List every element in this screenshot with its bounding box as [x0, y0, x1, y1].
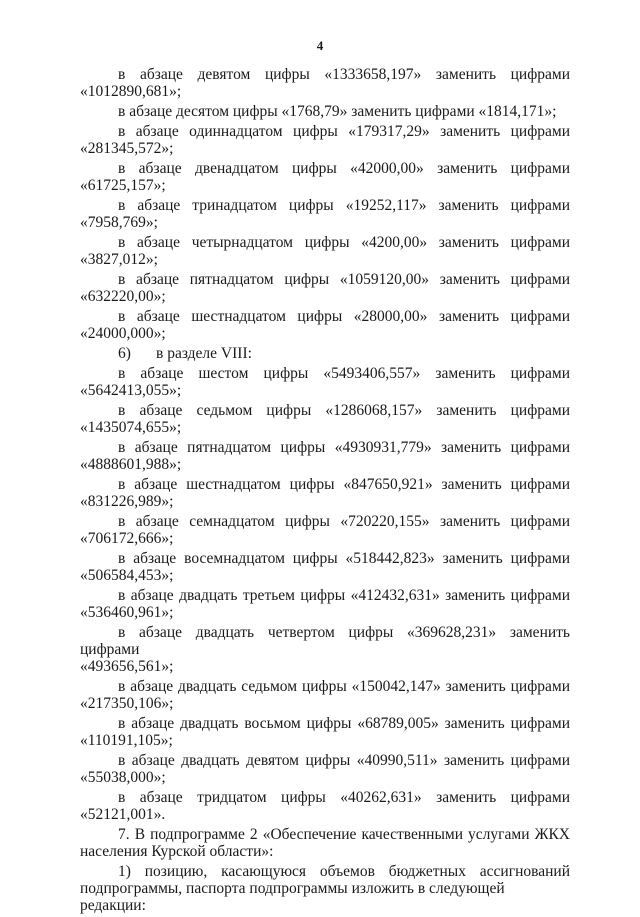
paragraph [80, 513, 570, 547]
paragraph-line: «5642413,055»; [80, 382, 182, 399]
paragraph [80, 826, 570, 860]
paragraph [80, 402, 570, 436]
paragraph [80, 234, 570, 268]
paragraph-line: в абзаце четырнадцатом цифры «4200,00» заменить цифрами [118, 234, 570, 251]
paragraph-line: в абзаце двадцать девятом цифры «40990,511» заменить цифрами [118, 752, 570, 769]
paragraph [80, 66, 570, 100]
paragraph-line: «632220,00»; [80, 288, 166, 305]
paragraph [80, 752, 570, 786]
paragraph-line: в абзаце шестнадцатом цифры «28000,00» заменить цифрами [118, 308, 570, 325]
paragraph-line: «493656,561»; [80, 658, 174, 675]
paragraph-line: «3827,012»; [80, 251, 158, 268]
paragraph-line: в абзаце тридцатом цифры «40262,631» заменить цифрами [118, 789, 570, 806]
paragraph [80, 365, 570, 399]
paragraph [80, 103, 570, 120]
paragraph-line: «1012890,681»; [80, 83, 182, 100]
paragraph-line: подпрограммы, паспорта подпрограммы изложить в следующей редакции: [80, 880, 505, 914]
paragraph-line: «110191,105»; [80, 732, 173, 749]
paragraph-line: «1435074,655»; [80, 419, 182, 436]
document-body [80, 66, 570, 917]
paragraph-line: в абзаце одиннадцатом цифры «179317,29» заменить цифрами [118, 123, 570, 140]
paragraph-line: в абзаце шестом цифры «5493406,557» заменить цифрами [118, 365, 570, 382]
paragraph-line: в абзаце семнадцатом цифры «720220,155» заменить цифрами [118, 513, 570, 530]
paragraph [80, 160, 570, 194]
paragraph-line: в абзаце двадцать третьем цифры «412432,631» заменить цифрами [118, 587, 570, 604]
paragraph-line: в абзаце двадцать четвертом цифры «369628,231» заменить цифрами [80, 624, 570, 658]
paragraph [80, 678, 570, 712]
paragraph-line: «281345,572»; [80, 140, 174, 157]
paragraph [80, 123, 570, 157]
paragraph-line: «52121,001». [80, 806, 166, 823]
paragraph-line: «831226,989»; [80, 493, 174, 510]
paragraph [80, 439, 570, 473]
paragraph [80, 550, 570, 584]
paragraph-line: 1) позицию, касающуюся объемов бюджетных ассигнований [118, 863, 570, 880]
paragraph-line: в абзаце двенадцатом цифры «42000,00» заменить цифрами [118, 160, 570, 177]
paragraph-line: в абзаце двадцать седьмом цифры «150042,147» заменить цифрами [118, 678, 570, 695]
paragraph-line: «24000,000»; [80, 325, 166, 342]
section-number: 6) [118, 345, 131, 362]
paragraph [80, 197, 570, 231]
paragraph [80, 476, 570, 510]
page-number: 4 [316, 38, 324, 53]
paragraph-line: в абзаце шестнадцатом цифры «847650,921» заменить цифрами [118, 476, 570, 493]
paragraph-line: населения Курской области»: [80, 843, 274, 860]
paragraph-line: «7958,769»; [80, 214, 158, 231]
paragraph-line: «61725,157»; [80, 177, 166, 194]
paragraph-line: «506584,453»; [80, 567, 174, 584]
paragraph-line: в абзаце пятнадцатом цифры «1059120,00» заменить цифрами [118, 271, 570, 288]
paragraph-line: «217350,106»; [80, 695, 174, 712]
paragraph [80, 308, 570, 342]
paragraph-line: в абзаце седьмом цифры «1286068,157» заменить цифрами [118, 402, 570, 419]
paragraph [80, 587, 570, 621]
paragraph [80, 789, 570, 823]
paragraph-line: в абзаце десятом цифры «1768,79» заменить цифрами «1814,171»; [118, 103, 557, 120]
paragraph-line: в абзаце девятом цифры «1333658,197» заменить цифрами [118, 66, 570, 83]
paragraph-line: 7. В подпрограмме 2 «Обеспечение качественными услугами ЖКХ [118, 826, 570, 843]
paragraph-line: в абзаце восемнадцатом цифры «518442,823» заменить цифрами [118, 550, 570, 567]
paragraph-line: в абзаце тринадцатом цифры «19252,117» заменить цифрами [118, 197, 570, 214]
paragraph-line: «55038,000»; [80, 769, 166, 786]
paragraph-line: в абзаце пятнадцатом цифры «4930931,779» заменить цифрами [118, 439, 570, 456]
section-heading [80, 345, 570, 362]
paragraph [80, 271, 570, 305]
paragraph-line: «4888601,988»; [80, 456, 182, 473]
paragraph-line: «536460,961»; [80, 604, 174, 621]
paragraph-line: в абзаце двадцать восьмом цифры «68789,005» заменить цифрами [118, 715, 570, 732]
paragraph [80, 715, 570, 749]
paragraph [80, 624, 570, 675]
section-title: в разделе VIII: [156, 345, 252, 362]
paragraph-line: «706172,666»; [80, 530, 174, 547]
paragraph [80, 863, 570, 914]
